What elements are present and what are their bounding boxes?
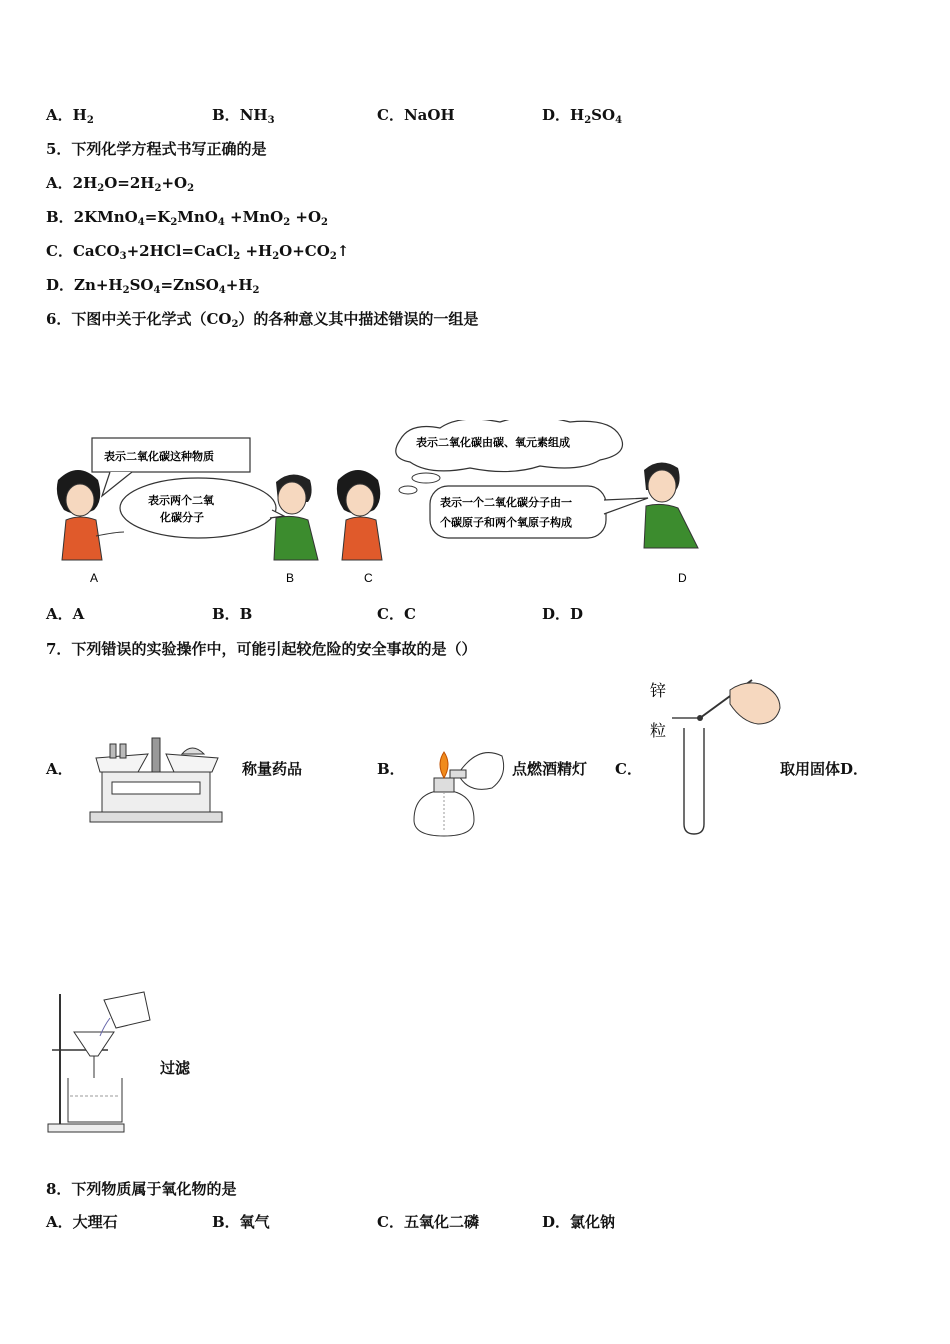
q4-option-a: A．$H_2$ xyxy=(46,106,94,126)
q7-option-b-caption: 点燃酒精灯 xyxy=(512,760,588,778)
q7-option-c-caption: 取用固体D． xyxy=(780,760,869,778)
q8-option-a: A．大理石 xyxy=(46,1213,118,1231)
q6-stem: 6．下图中关于化学式$(CO_2)$的各种意义其中描述错误的一组是 xyxy=(46,310,479,330)
q5-stem: 5．下列化学方程式书写正确的是 xyxy=(46,140,267,158)
filtration-figure xyxy=(44,986,156,1136)
q4-option-d: D．$H_2SO_4$ xyxy=(542,106,623,126)
q4-option-b: B．$NH_3$ xyxy=(212,106,275,126)
bubble-b-text-1: 表示两个二氧 xyxy=(148,494,214,507)
q8-option-d: D．氯化钠 xyxy=(542,1213,616,1231)
q7-option-a-letter: A． xyxy=(46,760,73,778)
zinc-label-2: 粒 xyxy=(650,721,667,740)
figure-label-d: D xyxy=(678,571,687,585)
q5-option-b: B．$2KMnO_4=K_2MnO_4 +MnO_2 +O_2$ xyxy=(46,208,328,228)
q7-option-c-letter: C． xyxy=(615,760,642,778)
q6-option-d: D．D xyxy=(542,605,584,623)
bubble-d-text-2: 个碳原子和两个氧原子构成 xyxy=(440,516,572,529)
girl-c-figure xyxy=(337,470,382,560)
q8-option-c: C．五氧化二磷 xyxy=(377,1213,479,1231)
q6-option-c: C．C xyxy=(377,605,416,623)
test-tube-figure xyxy=(646,672,782,840)
balance-scale-figure xyxy=(86,732,226,824)
figure-label-a: A xyxy=(90,571,99,585)
bubble-d xyxy=(430,486,648,538)
q7-option-b-letter: B． xyxy=(377,760,405,778)
q5-option-a: A．$2H_2O=2H_2+O_2$ xyxy=(46,174,195,194)
zinc-label-1: 锌 xyxy=(650,681,667,700)
bubble-a-text: 表示二氧化碳这种物质 xyxy=(104,450,214,463)
figure-label-b: B xyxy=(286,571,295,585)
q7-option-d-letter: D． xyxy=(840,760,869,778)
q5-option-c: C．CaCO$_3$+2HCl=CaCl$_2$ $+H_2O+CO_2↑$ xyxy=(46,242,350,262)
q5-option-d: D．$Zn+H_2SO_4=ZnSO_4+H_2$ xyxy=(46,276,260,296)
bubble-d-text-1: 表示一个二氧化碳分子由一 xyxy=(440,496,572,509)
bubble-c-text: 表示二氧化碳由碳、氧元素组成 xyxy=(416,436,570,449)
q6-cartoon-figure xyxy=(40,420,720,590)
q7-option-a-caption: 称量药品 xyxy=(242,760,303,778)
q4-option-c: C．NaOH xyxy=(377,106,455,124)
bubble-c xyxy=(396,420,623,494)
bubble-b xyxy=(120,478,284,538)
q7-stem: 7．下列错误的实验操作中，可能引起较危险的安全事故的是（） xyxy=(46,640,477,658)
boy-d-figure xyxy=(644,462,698,548)
q8-stem: 8．下列物质属于氧化物的是 xyxy=(46,1180,237,1198)
q8-option-b: B．氧气 xyxy=(212,1213,270,1231)
bubble-b-text-2: 化碳分子 xyxy=(160,511,204,524)
q6-option-a: A．A xyxy=(46,605,85,623)
q7-option-d-caption: 过滤 xyxy=(160,1059,191,1077)
figure-label-c: C xyxy=(364,571,373,585)
boy-b-figure xyxy=(274,474,318,560)
q6-option-b: B．B xyxy=(212,605,253,623)
alcohol-lamp-figure xyxy=(404,744,508,840)
